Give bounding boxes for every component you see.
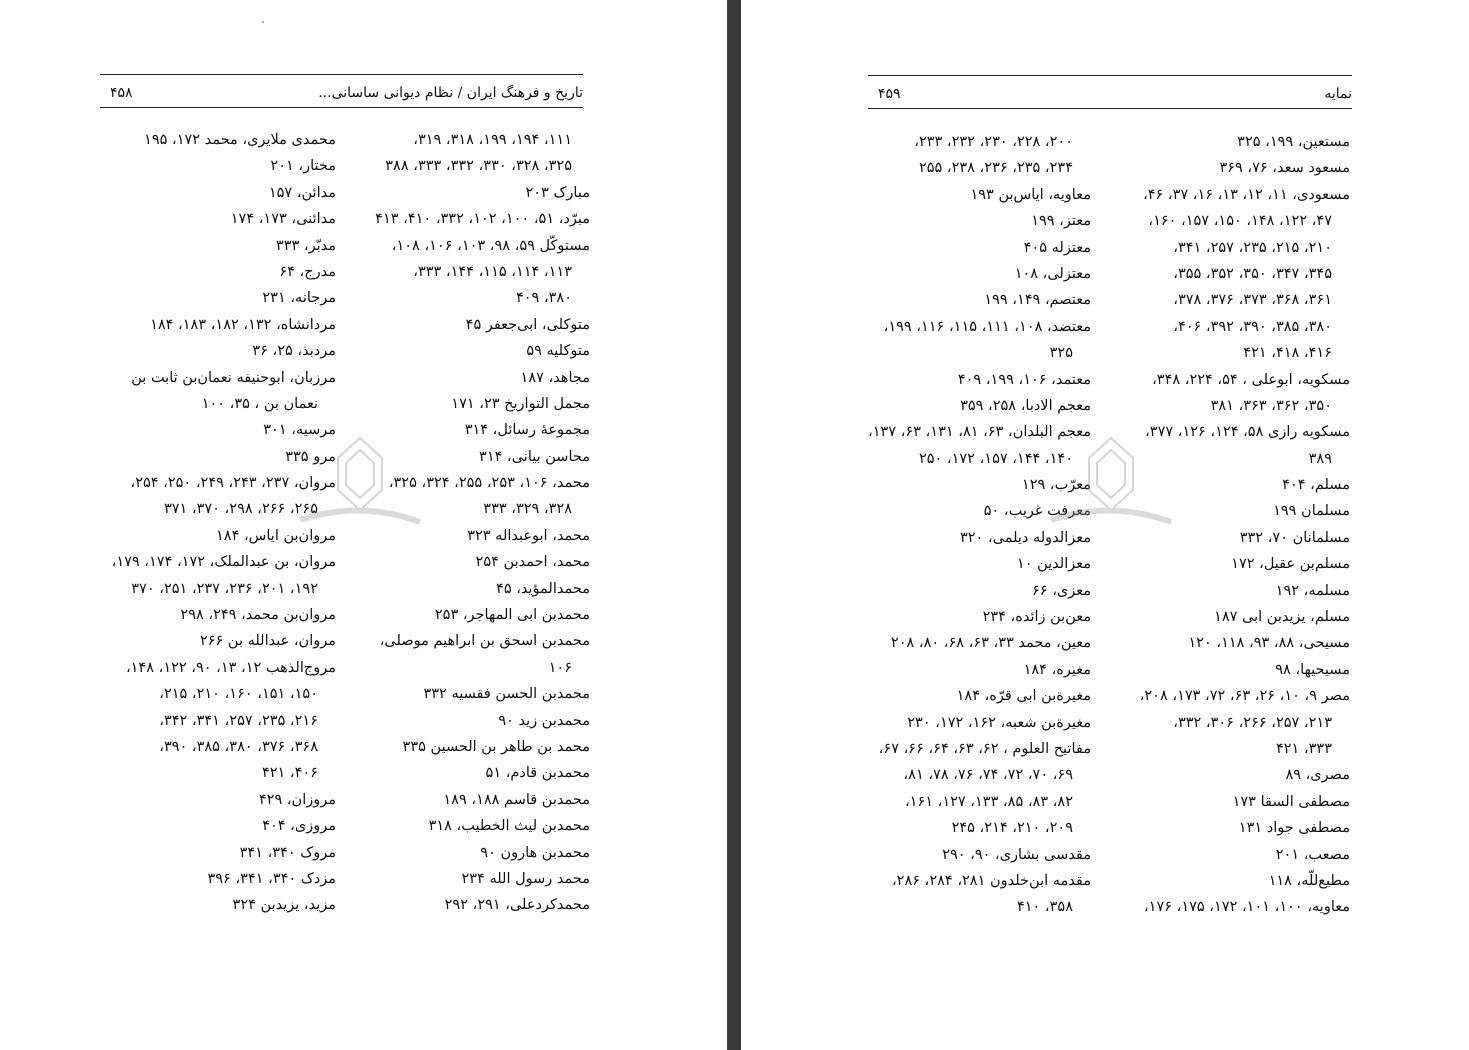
index-entry-line: مغیرةبن شعبه، ۱۶۲، ۱۷۲، ۲۳۰ [907,714,1091,731]
right-page [741,0,1469,1050]
index-entry-line: مروک ۳۴۰، ۳۴۱ [239,844,336,861]
index-entry-line: معزی، ۶۶ [1032,582,1091,599]
index-entry-line: محمد بن طاهر بن الحسین ۳۳۵ [402,738,590,755]
index-entry-line: مروج‌الذهب ۱۲، ۱۳، ۹۰، ۱۲۲، ۱۴۸، [125,659,336,676]
index-entry-line: معتمد، ۱۰۶، ۱۹۹، ۴۰۹ [957,371,1091,388]
index-entry-line: معرفت غریب، ۵۰ [983,503,1091,520]
paper-speck [262,21,264,23]
index-entry-line: ۲۱۰، ۲۱۵، ۲۳۵، ۲۵۷، ۳۴۱، [1173,239,1332,256]
index-entry-line: معزالدین ۱۰ [1016,556,1091,573]
index-entry-line: مستعین، ۱۹۹، ۳۲۵ [1237,134,1350,150]
library-seal-watermark-icon [290,430,430,544]
index-entry-line: مرو ۳۳۵ [285,448,336,465]
index-entry-line: ۱۰۶ [548,659,572,676]
index-entry-line: مدائنی، ۱۷۳، ۱۷۴ [230,211,336,228]
index-entry-line: معجم الادبا، ۲۵۸، ۳۵۹ [960,397,1091,414]
page-header [868,75,1352,109]
index-entry-line: محمدبن قاسم ۱۸۸، ۱۸۹ [443,791,590,808]
index-entry-line: مروزان، ۴۲۹ [258,791,336,808]
index-entry-line: مسلم، ۴۰۴ [1282,477,1350,494]
index-entry-line: مصری، ۸۹ [1285,767,1350,784]
page-number: ۴۵۹ [878,86,901,102]
index-entry-line: محمد رسول الله ۲۳۴ [461,870,590,887]
index-entry-line: معرّب، ۱۲۹ [1021,477,1091,494]
index-entry-line: ۱۱۳، ۱۱۴، ۱۱۵، ۱۴۴، ۳۳۳، [413,263,572,280]
index-entry-line: مرجانه، ۲۳۱ [262,290,336,307]
index-entry-line: محمدبن زید ۹۰ [498,712,590,729]
index-entry-line: مردانشاه، ۱۳۲، ۱۸۲، ۱۸۳، ۱۸۴ [150,316,336,333]
index-entry-line: ۲۱۶، ۲۳۵، ۲۵۷، ۳۴۱، ۳۴۲، [159,712,318,729]
index-entry-line: ۳۸۹ [1308,450,1332,467]
index-entry-line: محمد، ۱۰۶، ۲۵۳، ۲۵۵، ۳۲۴، ۳۲۵، [388,475,590,492]
index-entry-line: محمدبن لیث الخطیب، ۳۱۸ [428,818,590,835]
index-entry-line: معتضد، ۱۰۸، ۱۱۱، ۱۱۵، ۱۱۶، ۱۹۹، [883,318,1091,335]
index-entry-line: ۳۸۰، ۴۰۹ [515,290,572,307]
index-entry-line: ۲۳۴، ۲۳۵، ۲۳۶، ۲۳۸، ۲۵۵ [918,160,1073,177]
index-entry-line: مبرّد، ۵۱، ۱۰۰، ۱۰۲، ۳۳۲، ۴۱۰، ۴۱۳ [375,211,590,228]
index-entry-line: ۳۵۰، ۳۶۲، ۳۶۳، ۳۸۱ [1210,397,1332,414]
index-entry-line: معین، محمد ۳۳، ۶۳، ۶۸، ۸۰، ۲۰۸ [890,635,1091,652]
index-entry-line: مسلم‌بن عقیل، ۱۷۲ [1231,556,1350,573]
index-entry-line: مقدسی بشاری، ۹۰، ۲۹۰ [942,846,1091,863]
index-entry-line: ۲۰۹، ۲۱۰، ۲۱۴، ۲۴۵ [951,820,1073,837]
index-entry-line: ۱۴۰، ۱۴۴، ۱۵۷، ۱۷۲، ۲۵۰ [918,450,1073,467]
index-entry-line: مغیرةبن ابی قرّه، ۱۸۴ [956,688,1091,705]
index-entry-line: مردبذ، ۲۵، ۳۶ [252,343,336,360]
index-entry-line: ۴۷، ۱۲۲، ۱۴۸، ۱۵۰، ۱۵۷، ۱۶۰، [1148,213,1332,230]
index-entry-line: ۲۶۵، ۲۶۶، ۲۹۸، ۳۷۰، ۳۷۱ [163,501,318,518]
page-header [100,74,583,108]
index-entry-line: ۳۵۸، ۴۱۰ [1016,899,1073,916]
index-entry-line: ۳۲۵ [1049,345,1073,362]
index-entry-line: ۴۱۶، ۴۱۸، ۴۲۱ [1243,345,1332,362]
index-entry-line: مروزی، ۴۰۴ [262,818,336,835]
index-entry-line: متوکلی، ابی‌جعفر ۴۵ [465,316,590,333]
book-spine [727,0,741,1050]
index-entry-line: ۳۶۱، ۳۶۸، ۳۷۳، ۳۷۶، ۳۷۸، [1173,292,1332,309]
index-entry-line: معجم البلدان، ۶۳، ۸۱، ۱۳۱، ۶۳، ۱۳۷، [868,424,1091,441]
index-entry-line: معن‌بن زائده، ۲۳۴ [982,609,1091,626]
index-entry-line: محمدی ملایری، محمد ۱۷۲، ۱۹۵ [144,132,336,148]
index-entry-line: معاویه، ۱۰۰، ۱۰۱، ۱۷۲، ۱۷۵، ۱۷۶، [1143,899,1350,916]
index-entry-line: مروان‌بن ایاس، ۱۸۴ [216,527,336,544]
index-entry-line: معتصم، ۱۴۹، ۱۹۹ [984,292,1091,309]
index-entry-line: مروان‌بن محمد، ۲۴۹، ۲۹۸ [180,607,336,624]
index-entry-line: مروان، ۲۳۷، ۲۴۳، ۲۴۹، ۲۵۰، ۲۵۴، [130,475,336,492]
index-entry-line: مبارک ۲۰۳ [525,184,590,201]
index-entry-line: معتزلی، ۱۰۸ [1014,265,1091,282]
index-entry-line: مروان، بن عبدالملک، ۱۷۲، ۱۷۴، ۱۷۹، [111,554,336,571]
index-entry-line: معتز، ۱۹۹ [1031,213,1091,230]
index-entry-line: معتزله ۴۰۵ [1023,239,1091,256]
index-entry-line: محمدکردعلی، ۲۹۱، ۲۹۲ [444,897,590,914]
index-entry-line: مسیحی، ۸۸، ۹۳، ۱۱۸، ۱۲۰ [1188,635,1350,652]
left-page [0,0,727,1050]
index-entry-line: متوکلیه ۵۹ [526,343,590,360]
index-entry-line: مجموعهٔ رسائل، ۳۱۴ [464,422,590,439]
index-entry-line: محمد، احمدبن ۲۵۴ [475,554,590,571]
index-entry-line: مغیره، ۱۸۴ [1023,661,1091,678]
index-entry-line: مرسیه، ۳۰۱ [263,422,336,439]
index-entry-line: مسکویه رازی ۵۸، ۱۲۴، ۱۲۶، ۳۷۷، [1145,424,1350,441]
running-title: نمایه [1324,86,1352,102]
index-entry-line: ۳۸۰، ۳۸۵، ۳۹۰، ۳۹۲، ۴۰۶، [1173,318,1332,335]
index-entry-line: مصر ۹، ۱۰، ۲۶، ۶۳، ۷۲، ۱۷۳، ۲۰۸، [1139,688,1350,705]
index-entry-line: مرزبان، ابوحنیفه نعمان‌بن ثابت بن [131,369,336,386]
index-entry-line: مسکویه، ابوعلی ، ۵۴، ۲۲۴، ۳۴۸، [1152,371,1350,388]
index-entry-line: مدبّر، ۳۳۳ [275,237,336,254]
index-entry-line: مختار، ۲۰۱ [270,158,336,175]
index-entry-line: محمدبن اسحق بن ابراهیم موصلی، [379,633,590,650]
index-entry-line: محمد، ابوعبداله ۳۲۳ [467,527,590,544]
index-entry-line: ۳۶۸، ۳۷۶، ۳۸۰، ۳۸۵، ۳۹۰، [159,738,318,755]
index-entry-line: ۲۰۰، ۲۲۸، ۲۳۰، ۲۳۲، ۲۳۳، [914,134,1073,150]
index-entry-line: مصعب، ۲۰۱ [1275,846,1350,863]
index-entry-line: محمدبن قادم، ۵۱ [485,765,590,782]
index-entry-line: مسعودی، ۱۱، ۱۲، ۱۳، ۱۶، ۳۷، ۴۶، [1143,186,1350,203]
index-entry-line: مستوکّل ۵۹، ۹۸، ۱۰۳، ۱۰۶، ۱۰۸، [391,237,590,254]
index-entry-line: مصطفی السقا ۱۷۳ [1232,793,1350,810]
index-entry-line: ۶۹، ۷۰، ۷۲، ۷۴، ۷۶، ۷۸، ۸۱، [903,767,1073,784]
library-seal-watermark-icon [1041,430,1181,544]
index-entry-line: محمدالمؤید، ۴۵ [496,580,590,597]
index-entry-line: ۱۹۲، ۲۰۱، ۲۳۶، ۲۳۷، ۲۵۱، ۳۷۰ [131,580,318,597]
index-entry-line: مسلمانان ۷۰، ۳۳۲ [1239,529,1350,546]
index-entry-line: مدائن، ۱۵۷ [268,184,336,201]
index-entry-line: محاسن بیانی، ۳۱۴ [479,448,590,465]
index-entry-line: مدرج، ۶۴ [279,263,336,280]
index-entry-line: مروان، عبدالله بن ۲۶۶ [199,633,336,650]
index-entry-line: مطیع‌للّه، ۱۱۸ [1268,872,1350,889]
index-entry-line: مفاتیح العلوم ، ۶۲، ۶۳، ۶۴، ۶۶، ۶۷، [878,740,1091,757]
index-entry-line: مصطفی جواد ۱۳۱ [1238,820,1350,837]
running-title: تاریخ و فرهنگ ایران / نظام دیوانی ساسانی... [318,85,583,101]
index-entry-line: محمدبن ابی المهاجر، ۲۵۳ [434,607,590,624]
index-entry-line: ۲۱۳، ۲۵۷، ۲۶۶، ۳۰۶، ۳۳۲، [1173,714,1332,731]
index-entry-line: مسلمان ۱۹۹ [1273,503,1350,520]
index-entry-line: مجاهد، ۱۸۷ [520,369,590,386]
index-entry-line: مقدمه ابن‌خلدون ۲۸۱، ۲۸۴، ۲۸۶، [891,872,1091,889]
index-entry-line: مجمل التواریخ ۲۳، ۱۷۱ [451,395,590,412]
page-number: ۴۵۸ [110,85,133,101]
index-entry-line: محمدبن الحسن فقسیه ۳۳۲ [423,686,590,703]
index-entry-line: معاویه، ایاس‌بن ۱۹۳ [970,186,1091,203]
index-entry-line: ۴۰۶، ۴۲۱ [261,765,318,782]
index-entry-line: ۳۴۵، ۳۴۷، ۳۵۰، ۳۵۲، ۳۵۵، [1173,265,1332,282]
index-entry-line: نعمان بن ، ۳۵، ۱۰۰ [201,395,318,412]
index-entry-line: ۱۱۱، ۱۹۴، ۱۹۹، ۳۱۸، ۳۱۹، [413,132,572,148]
index-entry-line: معزالدوله دیلمی، ۳۲۰ [959,529,1091,546]
index-entry-line: ۳۳۳، ۴۲۱ [1275,740,1332,757]
index-entry-line: ۸۲، ۸۳، ۸۵، ۱۳۳، ۱۲۷، ۱۶۱، [904,793,1073,810]
index-entry-line: مسعود سعد، ۷۶، ۳۶۹ [1219,160,1350,177]
index-entry-line: مزدک ۳۴۰، ۳۴۱، ۳۹۶ [207,870,336,887]
index-entry-line: مزید، یزیدبن ۳۲۴ [232,897,336,914]
index-entry-line: ۳۲۵، ۳۲۸، ۳۳۰، ۳۳۲، ۳۳۳، ۳۸۸ [385,158,572,175]
index-entry-line: ۳۲۸، ۳۲۹، ۳۳۳ [483,501,572,518]
index-entry-line: ۱۵۰، ۱۵۱، ۱۶۰، ۲۱۰، ۲۱۵، [159,686,318,703]
index-entry-line: مسلمه، ۱۹۲ [1275,582,1350,599]
index-entry-line: مسیحیها، ۹۸ [1275,661,1350,678]
index-entry-line: مسلم، یزیدبن ابی ۱۸۷ [1214,609,1350,626]
index-entry-line: محمدبن هارون ۹۰ [480,844,590,861]
